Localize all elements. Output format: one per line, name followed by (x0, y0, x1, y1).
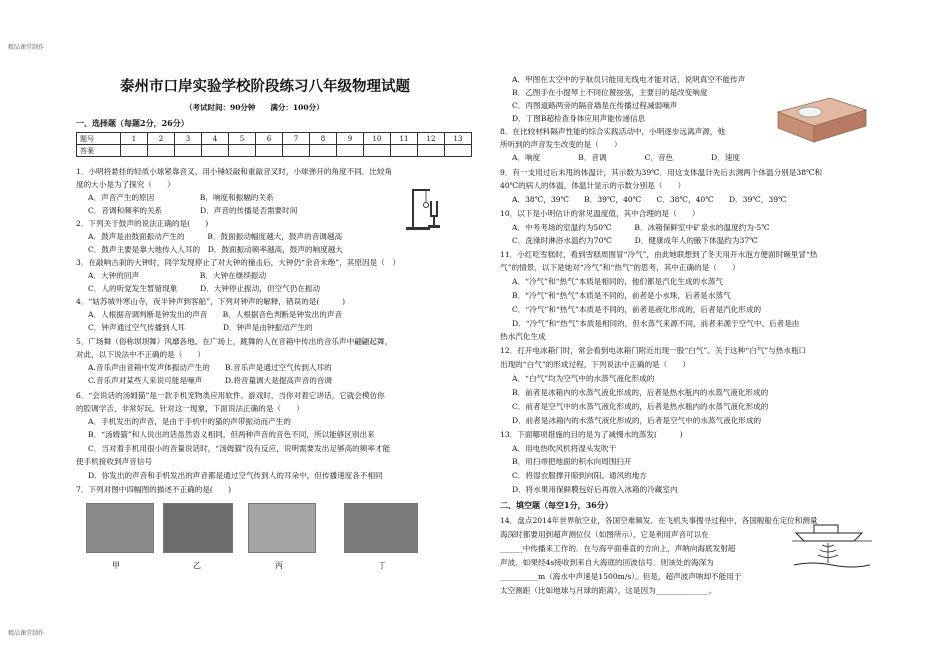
text-line: 对此，以下说法中不正确的是（ ） (76, 350, 206, 359)
text-line: C．洗澡时淋浴水温约为70℃ D．健康成年人的腋下体温约为37℃ (512, 236, 758, 245)
text-line: 40℃的病人的体温，体温计显示的示数分别是（ ） (500, 181, 686, 190)
text-line: 6．“会说话的汤姆猫”是一款手机宠物类应用软件。游戏时，当你对着它讲话，它就会模仿你 (76, 391, 385, 400)
text-line: 海深时都要用到超声测位仪（如图所示），它是利用声音可以在 (500, 530, 709, 539)
text-line: 7．下列对图中四幅图的描述不正确的是( ) (76, 485, 232, 494)
text-line: 8．在比较材料隔声性能的综合实践活动中，小明逐步远离声源，他 (500, 127, 726, 136)
text-line: C．“冷气”和“热气”本质是不同的，前者是液化形成的，后者是汽化形成的 (512, 305, 762, 314)
text-line: D．丁图B超检查身体应用声能传递信息 (512, 114, 646, 123)
text-line: 5．广场舞（俗称坝坝舞）风靡各地。在广场上，跳舞的人在音箱中传出的音乐声中翩翩起舞， (76, 337, 393, 346)
text-line: A．人根据音调判断是钟发出的声音 B．人根据音色判断是钟发出的声音 (88, 310, 343, 319)
sonar-ship-illustration (792, 513, 872, 569)
figure-ding-ultrasound (344, 503, 418, 553)
answer-cell (175, 145, 202, 157)
text-line: 2．下列关于鼓声的说法正确的是( ) (76, 219, 209, 228)
text-line: 10．以下是小明估计的常见温度值，其中合理的是（ ） (500, 209, 700, 218)
answer-table-header (77, 133, 472, 145)
text-line: A．鼓声是由鼓面振动产生的 B．鼓面振动幅度越大，鼓声的音调越高 (88, 232, 343, 241)
text-line: A．响度 B．音调 C．音色 D．速度 (512, 153, 740, 162)
text-line: A．38℃，39℃ B．39℃，40℃ C．38℃，40℃ D．39℃，39℃ (512, 195, 787, 204)
text-line: C．鼓声主要是靠大地传入人耳的 D．鼓面振动频率越高，鼓声的响度越大 (88, 245, 343, 254)
table-cell: 题号 (77, 133, 121, 145)
table-cell: 3 (175, 133, 202, 145)
text-line: __________m（海水中声速是1500m/s）。但是，超声波声呐却不能用于 (500, 572, 742, 581)
text-line: 气”的情景．以下是她对“冷气”和“热气”的思考，其中正确的是（ ） (500, 263, 740, 272)
text-line: 使手机接收到声音信号 (76, 457, 152, 466)
table-cell: 11 (391, 133, 418, 145)
figure-caption: 丁 (378, 561, 386, 570)
text-line: B．“汤姆猫”和人说出的话虽然语义相同，但两种声音的音色不同，所以能够区别出来 (88, 430, 375, 439)
text-line: 太空测距（比如地球与月球的距离），这是因为______________。 (500, 586, 717, 595)
text-line: C．当对着手机用很小的音量说话时，“汤姆猫”没有反应，说明需要发出足够高的频率才能 (88, 444, 391, 453)
tuning-fork-illustration (398, 185, 446, 231)
text-line: A．中考考场的室温约为50℃ B．冰箱保鲜室中矿泉水的温度约为-5℃ (512, 223, 770, 232)
answer-cell (364, 145, 391, 157)
text-line: 1．小明将悬挂的轻质小球紧靠音叉，用小锤轻敲和重敲音叉时，小球弹开的角度不同．比较角 (76, 167, 393, 176)
figure-caption: 乙 (193, 561, 201, 570)
figure-jia-astronauts (86, 503, 154, 553)
text-line: 14．盘点2014年世界航空业，各国空难频发．在飞机失事搜寻过程中，各国舰船在定位和测量 (500, 516, 818, 525)
text-line: B．前者是冰箱内的水蒸气液化形成的，后者是热水瓶内的水蒸气液化形成的 (512, 388, 769, 397)
table-cell: 2 (148, 133, 175, 145)
section-choice-heading: 一、选择题（每题2分，26分） (76, 118, 189, 128)
table-cell: 7 (283, 133, 310, 145)
answer-cell (256, 145, 283, 157)
figure-bing-sound-barrier (248, 503, 316, 553)
exam-info: （考试时间：90分钟 满分：100分） (185, 103, 324, 112)
text-line: B．用扫帚把地面的积水向周围扫开 (512, 457, 632, 466)
text-line: A.音乐声由音箱中发声体振动产生的 B.音乐声是通过空气传到人耳的 (88, 363, 332, 372)
page-title: 泰州市口岸实验学校阶段练习八年级物理试题 (120, 78, 410, 95)
text-line: B．“冷气”和“热气”本质是不同的，前者是小水珠，后者是水蒸气 (512, 291, 731, 300)
text-line: C．丙图道路两旁的隔音墙是在传播过程减弱噪声 (512, 101, 678, 110)
table-cell: 9 (337, 133, 364, 145)
text-line: 出现的“白气”的形成过程，下列说法中正确的是（ ） (500, 360, 691, 369)
text-line: 3．在敲响古刹的大钟时，同学发现停止了对大钟的撞击后，大钟仍“余音未绝”，其原因是（ ） (76, 258, 400, 267)
text-line: D．你发出的声音和手机发出的声音都是通过空气传到人的耳朵中，但传播速度各不相同 (88, 471, 383, 480)
margin-note-top: 精品课堂制作 (8, 44, 45, 51)
answer-cell (283, 145, 310, 157)
text-line: C．人的听觉发生暂留现象 D．大钟停止振动，但空气仍在振动 (88, 284, 321, 293)
section-fill-heading: 二、填空题（每空1分，36分） (500, 500, 613, 510)
text-line: 4．“姑苏城外寒山寺，夜半钟声到客船”，下列对钟声的解释，错误的是( ) (76, 297, 346, 306)
text-line: C．钟声通过空气传播到人耳 D．钟声是由钟振动产生的 (88, 323, 313, 332)
answer-cell (229, 145, 256, 157)
table-cell: 10 (364, 133, 391, 145)
answer-table (76, 132, 472, 157)
text-line: 13．下面哪项措施的目的是为了减慢水的蒸发( ) (500, 430, 683, 439)
answer-cell (202, 145, 229, 157)
text-line: 热水汽化生成 (500, 332, 546, 341)
table-cell: 8 (310, 133, 337, 145)
text-line: 9．有一支用过后未甩的体温计，其示数为39℃．用这支体温计先后去测两个体温分别是38℃和 (500, 168, 823, 177)
table-cell: 6 (256, 133, 283, 145)
answer-cell (418, 145, 445, 157)
margin-note-bottom: 精品课堂制作 (8, 630, 45, 637)
text-line: D．前者是冰箱内的水蒸气液化形成的，后者是空气中的水蒸气液化形成的 (512, 416, 762, 425)
table-cell: 12 (418, 133, 445, 145)
answer-cell (148, 145, 175, 157)
table-cell: 1 (121, 133, 148, 145)
text-line: ______中传播来工作的．在与海平面垂直的方向上，声呐向海底发射超 (500, 544, 736, 553)
table-cell: 13 (445, 133, 472, 145)
text-line: A．“冷气”和“热气”本质是相同的，他们都是汽化生成的水蒸气 (512, 277, 723, 286)
text-line: C.音乐声对某些人来说可能是噪声 D.将音量调大是提高声音的音调 (88, 376, 332, 385)
answer-cell (445, 145, 472, 157)
text-line: A．用电热吹风机将湿头发吹干 (512, 444, 617, 453)
text-line: A．大钟的回声 B．大钟在继续振动 (88, 271, 267, 280)
table-cell: 答案 (77, 145, 121, 157)
figure-yi-violin (163, 503, 233, 553)
text-line: C．音调和频率的关系 D．声音的传播是否需要时间 (88, 206, 298, 215)
text-line: C．将湿衣服撑开晾到向阳、通风的地方 (512, 471, 647, 480)
answer-cell (391, 145, 418, 157)
text-line: D．将水果用保鲜膜包好后再放入冰箱的冷藏室内 (512, 485, 678, 494)
text-line: 声波．如果经4s接收到来自大海底的回波信号．则该处的海深为 (500, 558, 714, 567)
text-line: 度的大小是为了探究（ ） (76, 180, 175, 189)
text-line: A．甲图在太空中的宇航员只能用无线电才能对话，说明真空不能传声 (512, 75, 746, 84)
text-line: A．“白气”均为空气中的水蒸气液化形成的 (512, 374, 655, 383)
soundproof-box-illustration (770, 92, 870, 144)
figure-caption: 甲 (112, 561, 120, 570)
text-line: 所听到的声音发生改变的是（ ） (500, 140, 622, 149)
text-line: 11．小红吃雪糕时，看到雪糕周围冒“冷气”，由此她联想到了冬天用开水泡方便面时碗里冒“热 (500, 250, 818, 259)
table-cell: 4 (202, 133, 229, 145)
text-line: 的腔调学舌，非常好玩。针对这一现象，下面说法正确的是（ ） (76, 404, 304, 413)
answer-cell (310, 145, 337, 157)
table-cell: 5 (229, 133, 256, 145)
text-line: A．声音产生的原因 B．响度和振幅的关系 (88, 193, 274, 202)
text-line: B．乙图手在小提琴上不同位置按弦，主要目的是改变响度 (512, 88, 708, 97)
figure-caption: 丙 (275, 561, 283, 570)
answer-cell (337, 145, 364, 157)
answer-table-row (77, 145, 472, 157)
text-line: A．手机发出的声音，是由于手机中的猫的声带振动而产生的 (88, 417, 291, 426)
answer-cell (121, 145, 148, 157)
text-line: 12．打开电冰箱门时，常会看到电冰箱门附近出现一股“白气”。关于这种“白气”与热水瓶口 (500, 346, 807, 355)
text-line: D．“冷气”和“热气”本质是相同的，但水蒸气来源不同，前者来源于空气中、后者是由 (512, 319, 800, 328)
text-line: C．前者是空气中的水蒸气液化形成的，后者是热水瓶内的水蒸气液化形成的 (512, 402, 769, 411)
